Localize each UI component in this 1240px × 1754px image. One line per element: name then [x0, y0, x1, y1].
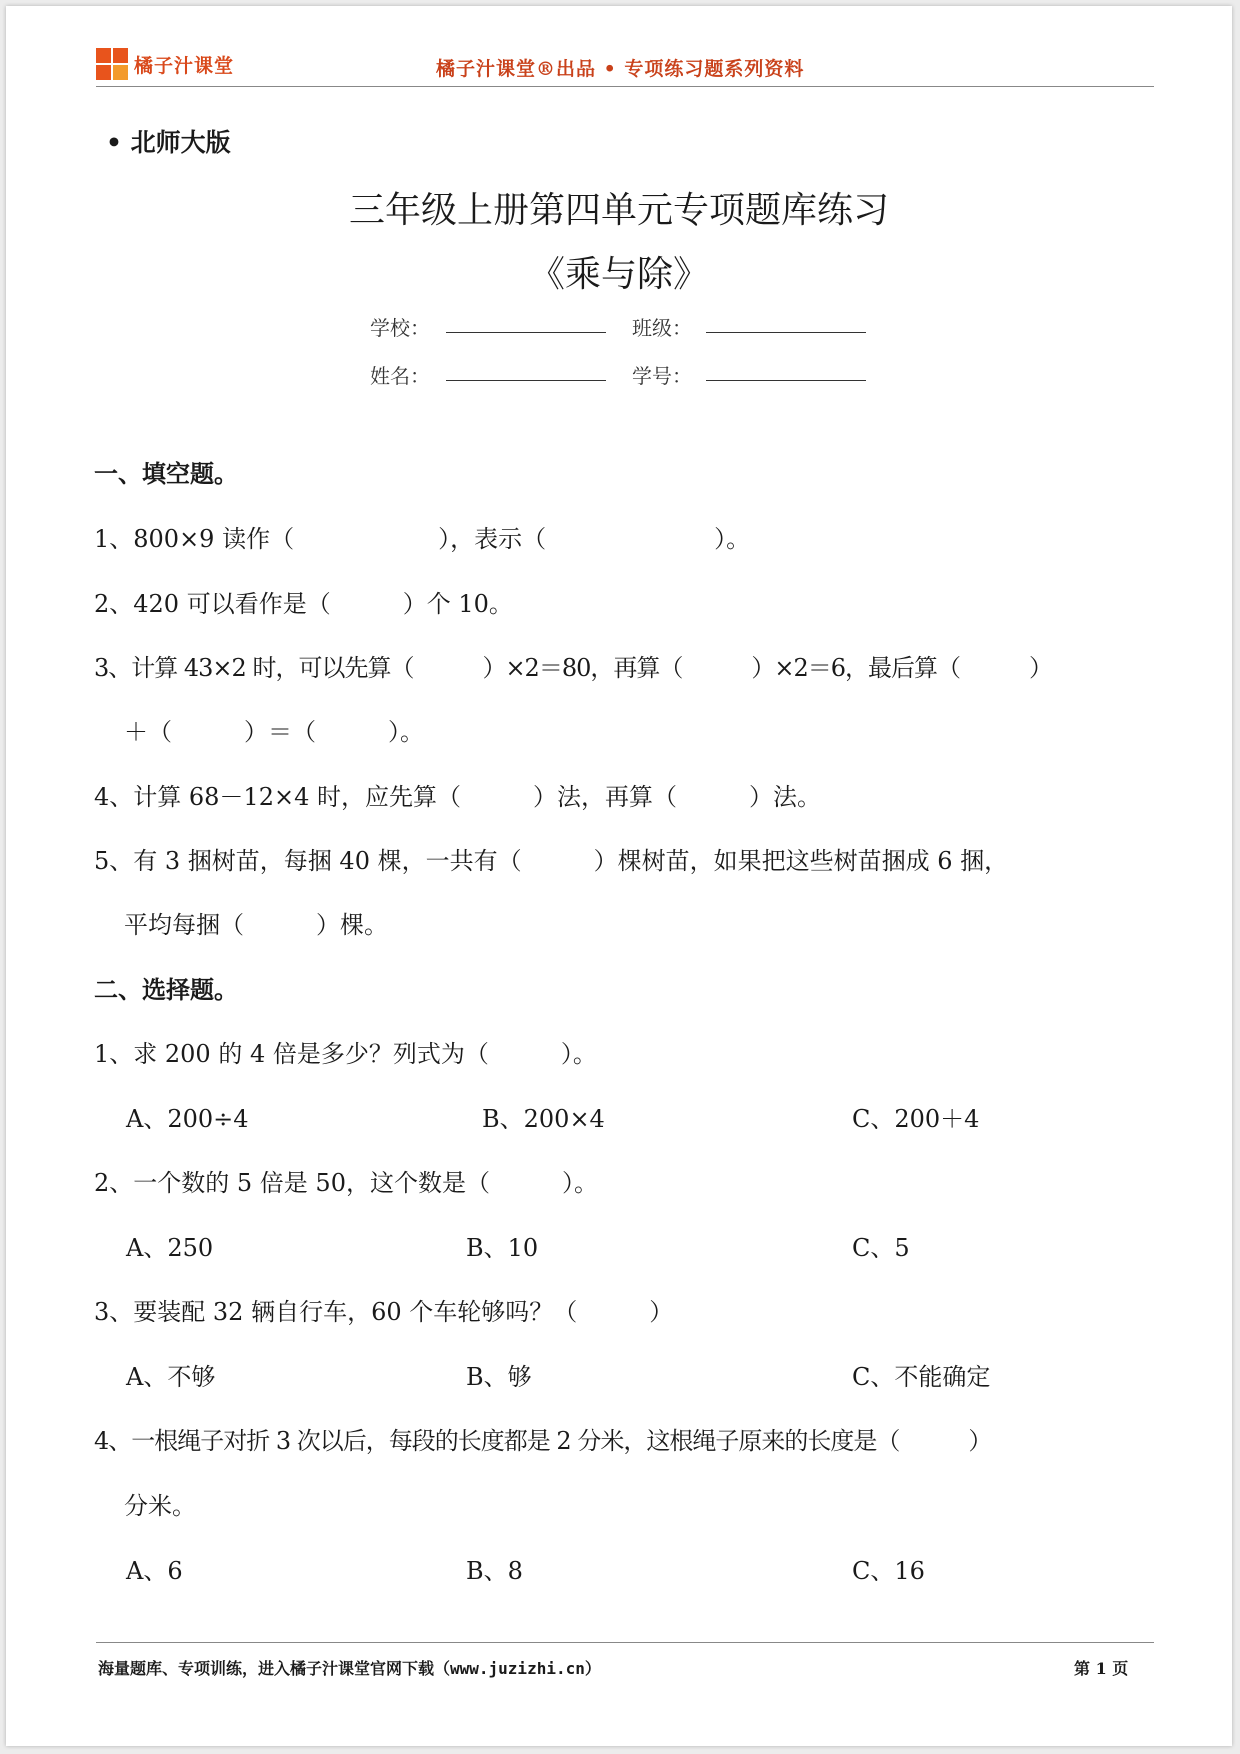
- s2-q4-option-a: A、6: [126, 1557, 183, 1585]
- s1-question-5-cont: 平均每捆（ ）棵。: [124, 911, 388, 939]
- s2-q4-option-b: B、8: [466, 1557, 523, 1585]
- s2-question-4-cont: 分米。: [124, 1492, 196, 1520]
- s2-q1-option-b: B、200×4: [482, 1105, 605, 1133]
- page-subtitle: 《乘与除》: [528, 254, 709, 295]
- s2-q3-option-c: C、不能确定: [852, 1363, 991, 1391]
- school-label: 学校：: [370, 316, 430, 340]
- school-field[interactable]: [446, 332, 606, 333]
- logo-text: 橘子汁课堂: [134, 54, 235, 77]
- document-page: [6, 6, 1232, 1746]
- s2-q2-option-c: C、5: [852, 1234, 910, 1262]
- header-title: 橘子汁课堂®出品 • 专项练习题系列资料: [436, 58, 805, 80]
- s2-q4-option-c: C、16: [852, 1557, 925, 1585]
- class-field[interactable]: [706, 332, 866, 333]
- s1-question-4: 4、计算 68－12×4 时，应先算（ ）法，再算（ ）法。: [94, 783, 821, 811]
- section1-heading: 一、填空题。: [94, 460, 238, 488]
- s1-question-1: 1、800×9 读作（ ），表示（ ）。: [94, 525, 751, 553]
- s2-q1-option-c: C、200＋4: [852, 1105, 980, 1133]
- page-number: 第 1 页: [1074, 1659, 1129, 1678]
- s2-question-4: 4、一根绳子对折 3 次以后，每段的长度都是 2 分米，这根绳子原来的长度是（ ）: [94, 1427, 992, 1455]
- s2-q3-option-a: A、不够: [126, 1363, 216, 1391]
- s2-q2-option-a: A、250: [126, 1234, 214, 1262]
- s1-question-3: 3、计算 43×2 时，可以先算（ ）×2＝80，再算（ ）×2＝6，最后算（ ）: [94, 654, 1053, 682]
- number-label: 学号：: [632, 364, 692, 388]
- logo: [96, 48, 234, 80]
- s1-question-3-cont: ＋（ ）＝（ ）。: [124, 718, 424, 746]
- footer-rule: [96, 1642, 1154, 1643]
- s1-question-5: 5、有 3 捆树苗，每捆 40 棵，一共有（ ）棵树苗，如果把这些树苗捆成 6 捆，: [94, 847, 1009, 875]
- s2-q1-option-a: A、200÷4: [126, 1105, 249, 1133]
- header-rule: [96, 86, 1154, 87]
- name-field[interactable]: [446, 380, 606, 381]
- s2-q3-option-b: B、够: [466, 1363, 532, 1391]
- section2-heading: 二、选择题。: [94, 976, 238, 1004]
- s2-question-1: 1、求 200 的 4 倍是多少？列式为（ ）。: [94, 1040, 597, 1068]
- s2-question-3: 3、要装配 32 辆自行车，60 个车轮够吗？（ ）: [94, 1298, 674, 1326]
- edition-label: • 北师大版: [106, 128, 231, 157]
- s2-question-2: 2、一个数的 5 倍是 50，这个数是（ ）。: [94, 1169, 598, 1197]
- name-label: 姓名：: [370, 364, 430, 388]
- logo-icon: [96, 48, 128, 80]
- s2-q2-option-b: B、10: [466, 1234, 539, 1262]
- class-label: 班级：: [632, 316, 692, 340]
- s1-question-2: 2、420 可以看作是（ ）个 10。: [94, 590, 513, 618]
- number-field[interactable]: [706, 380, 866, 381]
- page-title: 三年级上册第四单元专项题库练习: [348, 190, 889, 231]
- footer-text: 海量题库、专项训练，进入橘子汁课堂官网下载（www.juzizhi.cn）: [98, 1659, 601, 1678]
